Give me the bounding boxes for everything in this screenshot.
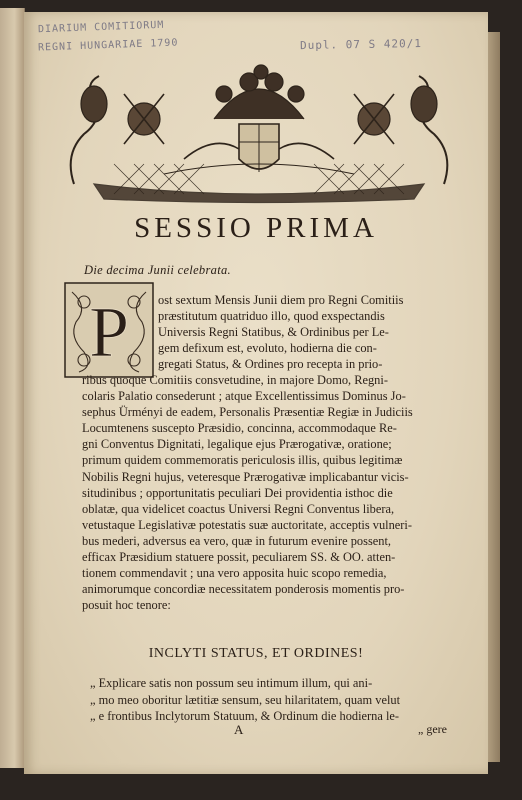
quoted-speech: [90, 675, 476, 725]
session-paragraph: [82, 292, 472, 613]
paragraph-line: primum quidem commemoratis periculosis illis, quibus legitimæ: [82, 453, 403, 468]
paragraph-line: colaris Palatio consederunt ; atque Excellentissimus Dominus Jo-: [82, 389, 406, 404]
paragraph-line: Locumtenens suscepto Præsidio, concinna, accommodaque Re-: [82, 421, 397, 436]
session-title: SESSIO PRIMA: [134, 212, 378, 244]
paragraph-line: tionem commendavit ; una vero apposita huic scopo remedia,: [82, 565, 387, 580]
paragraph-line: gem defixum est, evoluto, hodierna die con-: [158, 341, 377, 356]
page-stack-edge: [486, 32, 500, 762]
handwritten-note-title: DIARIUM COMITIORUM: [37, 19, 165, 36]
paragraph-line: vetustaque Legislativæ potestatis suæ auctoritate, acceptis vulneri-: [82, 517, 412, 532]
paragraph-line: efficax Præsidium statuere possit, peculiarem SS. & OO. atten-: [82, 549, 396, 564]
paragraph-line: sephus Ürményi de eadem, Personalis Præsentiæ Regiæ in Judiciis: [82, 405, 413, 420]
signature-mark: A: [234, 722, 244, 737]
paragraph-line: præstitutum quatriduo illo, quod exspectandis: [158, 309, 385, 324]
quote-line: „ Explicare satis non possum seu intimum illum, qui ani-: [90, 676, 373, 690]
paragraph-line: animorumque concordiæ necessitatem ponderosis momentis pro-: [82, 581, 405, 596]
quote-line: „ e frontibus Inclytorum Statuum, & Ordinum die hodierna le-: [90, 709, 400, 723]
paragraph-line: Nobilis Regni hujus, veteresque Prærogativæ implicabantur vicis-: [82, 469, 409, 484]
paragraph-line: Universis Regni Statibus, & Ordinibus per Le-: [158, 325, 389, 340]
session-date-subtitle: Die decima Junii celebrata.: [84, 263, 231, 277]
paragraph-line: ost sextum Mensis Junii diem pro Regni Comitiis: [158, 293, 404, 307]
handwritten-note-subtitle: REGNI HUNGARIAE 1790: [37, 37, 179, 54]
quote-line: „ mo meo oboritur lætitiæ sensum, seu hilaritatem, quam velut: [90, 692, 401, 707]
handwritten-shelfmark: Dupl. 07 S 420/1: [299, 36, 423, 53]
paragraph-line: situdinibus ; opportunitatis peculiari Dei providentia isthoc die: [82, 485, 393, 500]
paragraph-line: gregati Status, & Ordines pro recepta in prio-: [158, 357, 383, 372]
paragraph-line: bus mederi, adversus ea vero, quæ in futurum evenire possent,: [82, 533, 391, 548]
paragraph-line: posuit hoc tenore:: [82, 597, 171, 612]
left-page-edge: [0, 8, 25, 768]
paragraph-line: oblatæ, qua videlicet coactus Universi Regni Conventus libera,: [82, 501, 395, 516]
paragraph-line: ribus quoque Comitiis consvetudine, in majore Domo, Regni-: [82, 373, 388, 388]
svg-text:P: P: [88, 292, 130, 372]
book-page: [24, 12, 488, 774]
catchword: „ gere: [418, 722, 447, 736]
address-heading: INCLYTI STATUS, ET ORDINES!: [148, 646, 364, 661]
paragraph-line: gni Conventus Dignitati, legalique ejus Prærogativæ, oratione;: [82, 437, 392, 452]
ornamental-headpiece-icon: [64, 64, 454, 204]
